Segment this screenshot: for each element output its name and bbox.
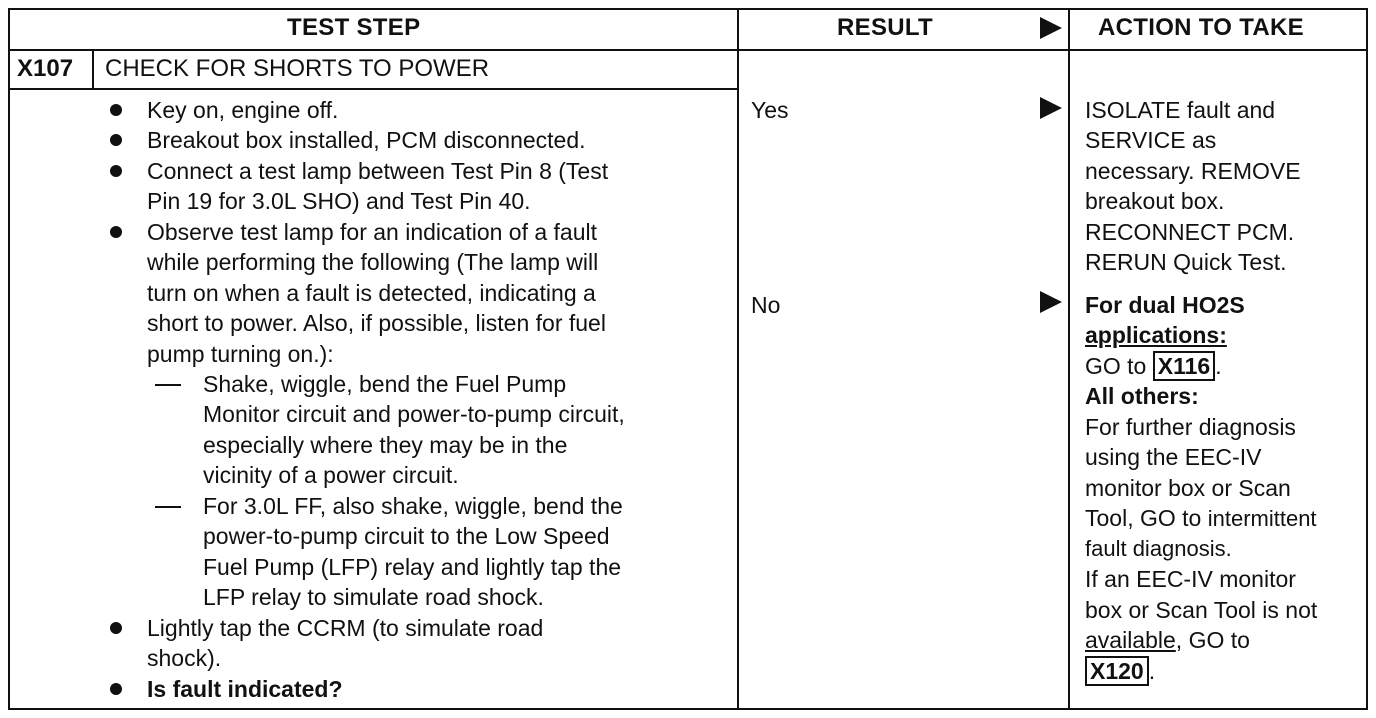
action-yes-line-4: breakout box. — [1085, 188, 1225, 214]
link-x116[interactable]: X116 — [1153, 351, 1215, 381]
available-text: available — [1085, 627, 1176, 653]
goto-prefix: GO to — [1085, 353, 1153, 379]
action-no-goto-x120 — [1085, 656, 1155, 686]
instruction-4-line-1: Observe test lamp for an indication of a fault — [147, 219, 598, 245]
bullet-icon — [110, 104, 122, 116]
action-yes-line-3: necessary. REMOVE — [1085, 158, 1301, 184]
step-title: CHECK FOR SHORTS TO POWER — [105, 55, 490, 82]
action-no-line-8 — [1085, 625, 1250, 655]
action-no-line-6: If an EEC-IV monitor — [1085, 566, 1296, 592]
sub-step-2-line-2: power-to-pump circuit to the Low Speed — [203, 523, 610, 549]
sub-step-1-line-4: vicinity of a power circuit. — [203, 462, 459, 488]
divider-teststep-result — [737, 8, 739, 710]
instruction-2: Breakout box installed, PCM disconnected. — [147, 127, 586, 153]
header-test-step: TEST STEP — [287, 14, 421, 41]
sub-step-1-line-2: Monitor circuit and power-to-pump circuit, — [203, 401, 625, 427]
step-id-divider — [92, 49, 94, 89]
divider-result-action — [1068, 8, 1070, 710]
sub-step-1-line-1: Shake, wiggle, bend the Fuel Pump — [203, 371, 567, 397]
action-no-line-4 — [1085, 503, 1317, 534]
action-no-line-5: fault diagnosis. — [1085, 536, 1232, 561]
header-result: RESULT — [837, 14, 934, 41]
action-no-goto-x116 — [1085, 351, 1222, 381]
dash-icon — [155, 384, 181, 386]
sub-step-2-line-1: For 3.0L FF, also shake, wiggle, bend the — [203, 493, 623, 519]
action-yes-line-5: RECONNECT PCM. — [1085, 219, 1295, 245]
header-action-to-take: ACTION TO TAKE — [1098, 14, 1304, 41]
sub-step-2-line-3: Fuel Pump (LFP) relay and lightly tap the — [203, 554, 622, 580]
bullet-icon — [110, 165, 122, 177]
dash-icon — [155, 506, 181, 508]
bullet-icon — [110, 622, 122, 634]
step-title-divider — [8, 88, 738, 90]
instruction-5-line-1: Lightly tap the CCRM (to simulate road — [147, 615, 544, 641]
goto-suffix: . — [1148, 658, 1156, 684]
instruction-6-question: Is fault indicated? — [147, 676, 343, 702]
action-no-line-3: monitor box or Scan — [1085, 475, 1291, 501]
result-yes: Yes — [751, 97, 789, 123]
action-yes-line-2: SERVICE as — [1085, 127, 1217, 153]
sub-step-2-line-4: LFP relay to simulate road shock. — [203, 584, 544, 610]
instruction-4-line-5: pump turning on.): — [147, 341, 334, 367]
instruction-4-line-4: short to power. Also, if possible, listen for fuel — [147, 310, 606, 336]
instruction-3-line-1: Connect a test lamp between Test Pin 8 (Test — [147, 158, 609, 184]
instruction-3-line-2: Pin 19 for 3.0L SHO) and Test Pin 40. — [147, 188, 531, 214]
arrow-right-icon — [1040, 97, 1062, 119]
action-no-heading-2: All others: — [1085, 383, 1199, 409]
link-x120[interactable]: X120 — [1085, 656, 1149, 686]
bullet-icon — [110, 683, 122, 695]
instruction-4-line-2: while performing the following (The lamp will — [147, 249, 599, 275]
goto-text: , GO to — [1175, 627, 1250, 653]
action-no-line-2: using the EEC-IV — [1085, 444, 1262, 470]
bullet-icon — [110, 226, 122, 238]
goto-text: Tool, GO to — [1085, 505, 1208, 531]
step-id: X107 — [17, 55, 74, 82]
action-yes-line-6: RERUN Quick Test. — [1085, 249, 1287, 275]
action-no-heading-1-line-2: applications: — [1085, 322, 1227, 348]
goto-suffix: . — [1215, 353, 1222, 379]
header-divider — [8, 49, 1368, 51]
intermittent-link[interactable]: intermittent — [1207, 506, 1317, 531]
action-yes-line-1: ISOLATE fault and — [1085, 97, 1276, 123]
sub-step-1-line-3: especially where they may be in the — [203, 432, 568, 458]
result-no: No — [751, 292, 781, 318]
arrow-right-icon — [1040, 17, 1062, 39]
instruction-5-line-2: shock). — [147, 645, 222, 671]
bullet-icon — [110, 134, 122, 146]
arrow-right-icon — [1040, 291, 1062, 313]
instruction-4-line-3: turn on when a fault is detected, indicating a — [147, 280, 596, 306]
action-no-line-7: box or Scan Tool is not — [1085, 597, 1318, 623]
instruction-1: Key on, engine off. — [147, 97, 339, 123]
action-no-heading-1-line-1: For dual HO2S — [1085, 292, 1245, 318]
action-no-line-1: For further diagnosis — [1085, 414, 1296, 440]
